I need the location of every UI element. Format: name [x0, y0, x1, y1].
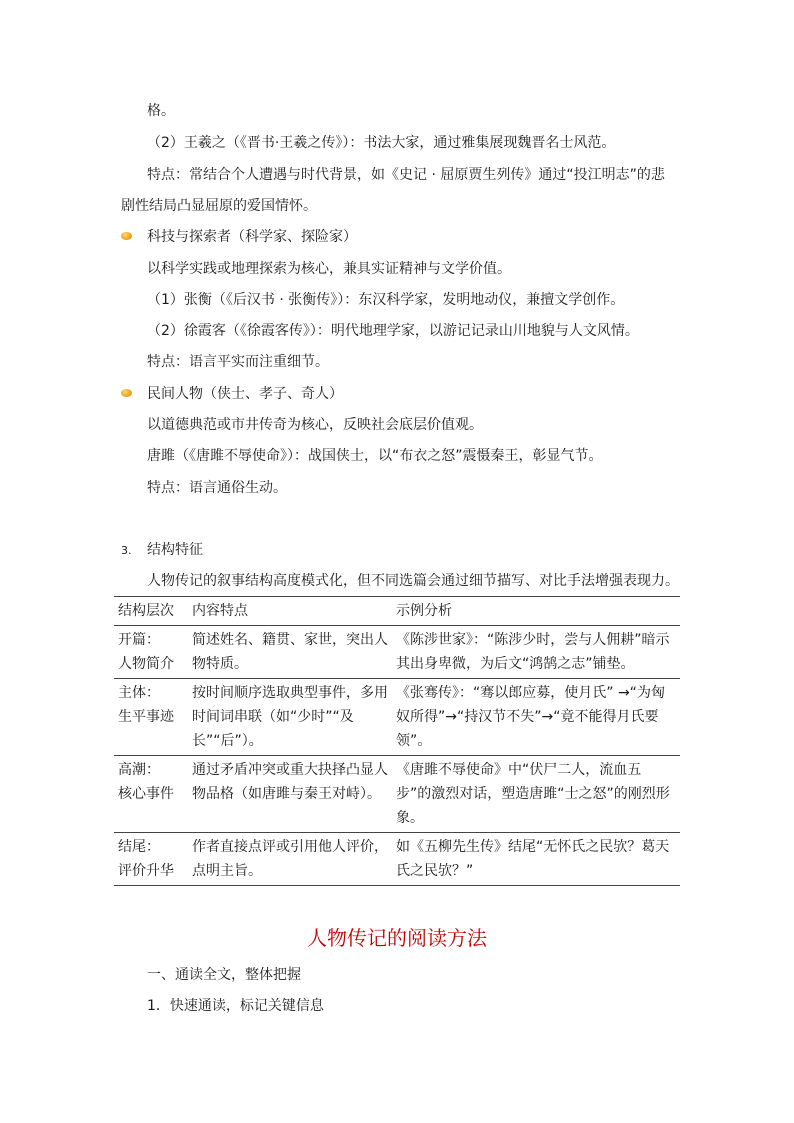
paragraph-line: 格。	[147, 103, 175, 119]
table-cell: 《张骞传》：“骞以郎应募，使月氏” →“为匈奴所得”→“持汉节不失”→“竟不能得月氏要领”。	[396, 685, 665, 749]
structure-table	[114, 596, 680, 886]
paragraph-line: 以科学实践或地理探索为核心，兼具实证精神与文学价值。	[147, 261, 511, 277]
paragraph-line: 唐雎（《唐雎不辱使命》）：战国侠士，以“布衣之怒”震慑秦王，彰显气节。	[147, 448, 603, 464]
table-cell: 如《五柳先生传》结尾“无怀氏之民欤？葛天氏之民欤？”	[396, 839, 670, 879]
paragraph-line: （1）张衡（《后汉书 · 张衡传》）：东汉科学家，发明地动仪，兼擅文学创作。	[147, 292, 625, 308]
table-cell: 作者直接点评或引用他人评价，点明主旨。	[192, 839, 388, 879]
column-header: 示例分析	[396, 603, 452, 619]
table-row	[114, 679, 680, 756]
bullet-item: 科技与探索者（科学家、探险家）	[147, 229, 357, 245]
paragraph-line: （2）王羲之（《晋书·王羲之传》）：书法大家，通过雅集展现魏晋名士风范。	[147, 135, 616, 151]
paragraph-line: 特点：语言通俗生动。	[147, 480, 287, 496]
section-intro: 人物传记的叙事结构高度模式化，但不同选篇会通过细节描写、对比手法增强表现力。	[147, 573, 679, 589]
table-header-row	[114, 597, 680, 626]
table-row	[114, 833, 680, 886]
paragraph-line: 特点：语言平实而注重细节。	[147, 354, 329, 370]
section-number: 3.	[121, 544, 132, 557]
table-cell: 主体： 生平事迹	[118, 685, 174, 725]
column-header: 结构层次	[118, 603, 174, 619]
table-cell: 《唐雎不辱使命》中“伏尸二人，流血五步”的激烈对话，塑造唐雎“士之怒”的刚烈形象。	[396, 762, 670, 826]
paragraph-line: 以道德典范或市井传奇为核心，反映社会底层价值观。	[147, 417, 483, 433]
table-cell: 结尾： 评价升华	[118, 839, 174, 879]
subheading: 1．快速通读，标记关键信息	[147, 998, 324, 1014]
table-cell: 按时间顺序选取典型事件，多用时间词串联（如“少时”“及长”“后”）。	[192, 685, 388, 749]
table-row	[114, 626, 680, 679]
column-header: 内容特点	[192, 603, 248, 619]
subheading: 一、通读全文，整体把握	[147, 967, 301, 983]
table-cell: 《陈涉世家》：“陈涉少时，尝与人佣耕”暗示其出身卑微，为后文“鸿鹄之志”铺垫。	[396, 632, 670, 672]
section-title: 结构特征	[147, 542, 203, 558]
table-cell: 开篇： 人物简介	[118, 632, 174, 672]
bullet-item: 民间人物（侠士、孝子、奇人）	[147, 386, 343, 402]
table-cell: 简述姓名、籍贯、家世，突出人物特质。	[192, 632, 388, 672]
paragraph-line: 特点：常结合个人遭遇与时代背景，如《史记 · 屈原贾生列传》通过“投江明志”的悲	[147, 167, 665, 183]
bullet-icon	[121, 232, 132, 240]
table-cell: 高潮： 核心事件	[118, 762, 174, 802]
table-cell: 通过矛盾冲突或重大抉择凸显人物品格（如唐雎与秦王对峙）。	[192, 762, 388, 802]
bullet-icon	[121, 389, 132, 397]
table-row	[114, 756, 680, 833]
page-heading: 人物传记的阅读方法	[307, 926, 487, 950]
paragraph-line: 剧性结局凸显屈原的爱国情怀。	[121, 198, 317, 214]
paragraph-line: （2）徐霞客（《徐霞客传》）：明代地理学家，以游记记录山川地貌与人文风情。	[147, 323, 639, 339]
